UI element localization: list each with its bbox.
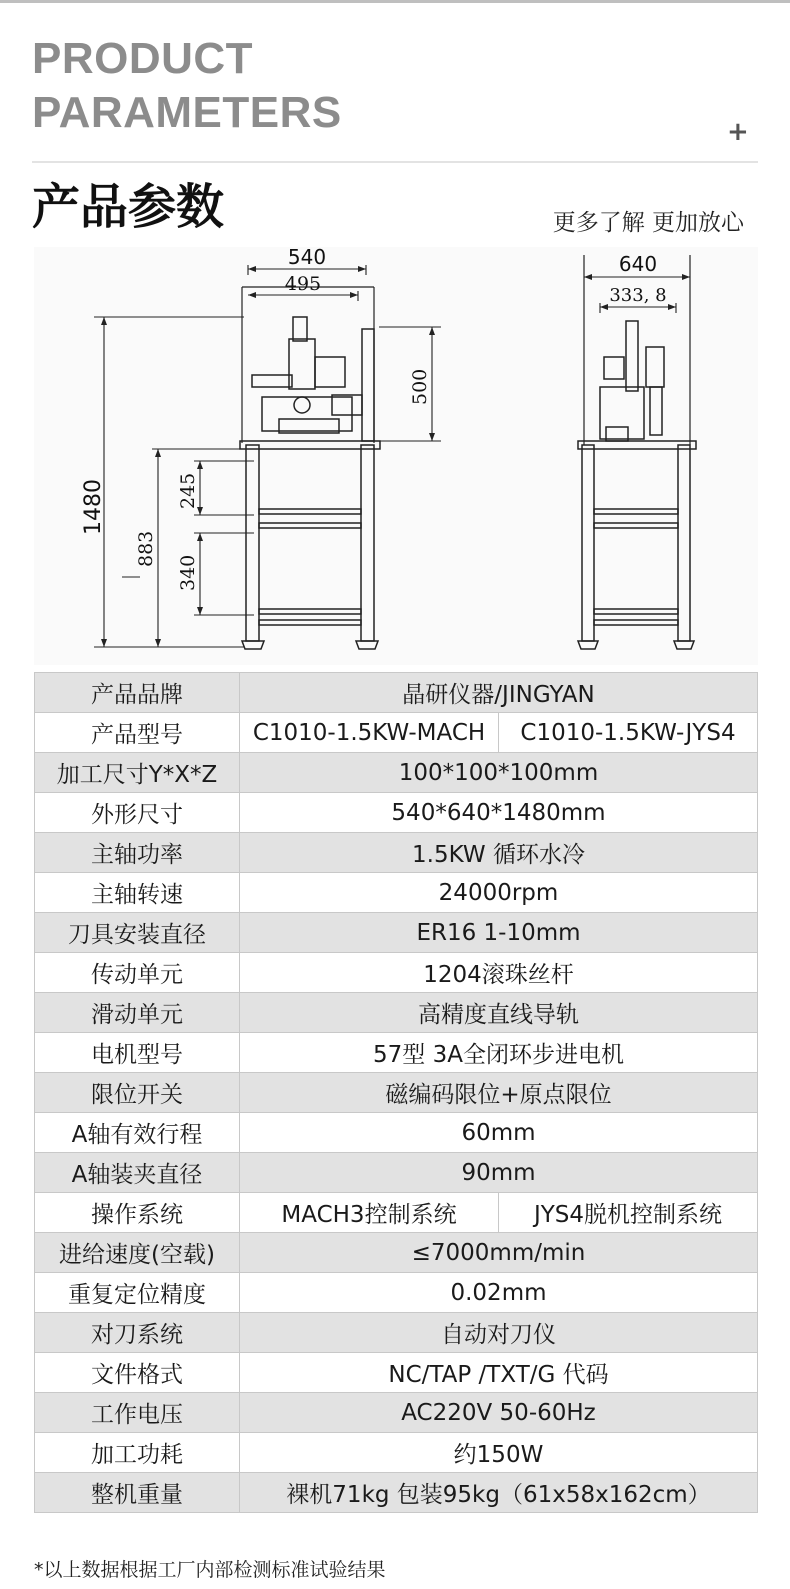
lower-shelf-gap-label: 340 (177, 554, 199, 591)
row-label: 加工功耗 (35, 1433, 240, 1473)
table-row (35, 1353, 758, 1393)
row-label: 主轴功率 (35, 833, 240, 873)
row-label: 加工尺寸Y*X*Z (35, 753, 240, 793)
top-rule (0, 0, 790, 3)
table-row (35, 713, 758, 753)
front-table-top (240, 441, 380, 449)
shelf-gap-dims (194, 461, 254, 615)
row-label: 传动单元 (35, 953, 240, 993)
side-right-leg (678, 445, 690, 641)
row-value: 1204滚珠丝杆 (240, 953, 758, 993)
front-upper-shelf (259, 509, 361, 514)
row-value: 60mm (240, 1113, 758, 1153)
front-lower-shelf (259, 609, 361, 614)
row-value: ER16 1-10mm (240, 913, 758, 953)
side-spindle-lower (650, 387, 662, 435)
english-heading-line1: PRODUCT (32, 34, 254, 83)
footnote: *以上数据根据工厂内部检测标准试验结果 (34, 1559, 386, 1581)
table-row (35, 673, 758, 713)
row-label: 重复定位精度 (35, 1273, 240, 1313)
table-row (35, 913, 758, 953)
front-side-panel (362, 329, 374, 441)
side-motor (604, 357, 624, 379)
row-value: C1010-1.5KW-JYS4 (499, 713, 758, 753)
table-row (35, 1273, 758, 1313)
table-row (35, 1313, 758, 1353)
row-value: AC220V 50-60Hz (240, 1393, 758, 1433)
row-label: 产品型号 (35, 713, 240, 753)
row-label: 限位开关 (35, 1073, 240, 1113)
row-label: 外形尺寸 (35, 793, 240, 833)
front-inner-width-label: 495 (284, 273, 322, 295)
side-upper-shelf (594, 509, 678, 514)
side-lower-shelf-2 (594, 620, 678, 625)
row-value: MACH3控制系统 (240, 1193, 499, 1233)
table-row (35, 1473, 758, 1513)
table-row (35, 1073, 758, 1113)
front-tailstock (332, 395, 362, 415)
row-value: C1010-1.5KW-MACH (240, 713, 499, 753)
header-divider (32, 161, 758, 163)
table-row (35, 1393, 758, 1433)
row-value: 晶研仪器/JINGYAN (240, 673, 758, 713)
row-value: JYS4脱机控制系统 (499, 1193, 758, 1233)
front-gantry (315, 357, 345, 387)
front-overall-width-label: 540 (287, 247, 327, 269)
front-upper-shelf-2 (259, 523, 361, 528)
front-right-leg (361, 445, 374, 641)
row-label: 主轴转速 (35, 873, 240, 913)
dimension-drawing-svg (34, 247, 758, 665)
front-a-axis (252, 375, 292, 387)
row-value: 约150W (240, 1433, 758, 1473)
total-height-label: 1480 (81, 479, 106, 535)
table-row (35, 1233, 758, 1273)
row-label: 滑动单元 (35, 993, 240, 1033)
table-row (35, 753, 758, 793)
row-label: 文件格式 (35, 1353, 240, 1393)
english-heading-line2: PARAMETERS (32, 88, 342, 137)
table-height-label: 883 (135, 530, 157, 567)
row-value: 裸机71kg 包装95kg（61x58x162cm） (240, 1473, 758, 1513)
table-row (35, 873, 758, 913)
spec-table-body (35, 673, 758, 1513)
row-label: 操作系统 (35, 1193, 240, 1233)
dimension-drawing (34, 247, 758, 665)
plus-icon: + (727, 117, 749, 147)
row-value: 24000rpm (240, 873, 758, 913)
row-value: 磁编码限位+原点限位 (240, 1073, 758, 1113)
row-value: 100*100*100mm (240, 753, 758, 793)
upper-shelf-gap-label: 245 (177, 472, 199, 509)
front-left-leg (246, 445, 259, 641)
row-label: 工作电压 (35, 1393, 240, 1433)
table-row (35, 1433, 758, 1473)
row-label: 刀具安装直径 (35, 913, 240, 953)
front-lower-shelf-2 (259, 620, 361, 625)
front-chuck (294, 397, 310, 413)
table-row (35, 1113, 758, 1153)
slogan: 更多了解 更加放心 (552, 210, 744, 236)
table-row (35, 833, 758, 873)
table-row (35, 1153, 758, 1193)
side-inner-width-label: 333, 8 (609, 285, 667, 306)
front-view (81, 247, 441, 649)
row-value: 0.02mm (240, 1273, 758, 1313)
side-upper-shelf-2 (594, 523, 678, 528)
machine-height-label: 500 (409, 368, 431, 405)
row-label: A轴有效行程 (35, 1113, 240, 1153)
row-label: A轴装夹直径 (35, 1153, 240, 1193)
side-lower-shelf (594, 609, 678, 614)
side-view (578, 252, 696, 649)
table-row (35, 993, 758, 1033)
row-value: 540*640*1480mm (240, 793, 758, 833)
table-row (35, 953, 758, 993)
row-value: 自动对刀仪 (240, 1313, 758, 1353)
table-row (35, 793, 758, 833)
side-spindle (646, 347, 664, 387)
page-title: 产品参数 (32, 179, 225, 235)
row-value: 57型 3A全闭环步进电机 (240, 1033, 758, 1073)
english-heading (32, 32, 342, 140)
total-height-dim (94, 317, 244, 647)
side-left-leg (582, 445, 594, 641)
front-feet (242, 641, 378, 649)
side-column (626, 321, 638, 391)
row-value: 90mm (240, 1153, 758, 1193)
side-overall-width-label: 640 (618, 252, 658, 276)
row-value: 1.5KW 循环水冷 (240, 833, 758, 873)
row-value: NC/TAP /TXT/G 代码 (240, 1353, 758, 1393)
row-value: 高精度直线导轨 (240, 993, 758, 1033)
row-label: 产品品牌 (35, 673, 240, 713)
row-label: 进给速度(空载) (35, 1233, 240, 1273)
front-z-motor (293, 317, 307, 341)
table-row (35, 1033, 758, 1073)
spec-table (34, 672, 758, 1513)
row-label: 对刀系统 (35, 1313, 240, 1353)
row-label: 整机重量 (35, 1473, 240, 1513)
table-row (35, 1193, 758, 1233)
row-value: ≤7000mm/min (240, 1233, 758, 1273)
side-feet (578, 641, 694, 649)
front-spindle-head (289, 339, 315, 389)
row-label: 电机型号 (35, 1033, 240, 1073)
